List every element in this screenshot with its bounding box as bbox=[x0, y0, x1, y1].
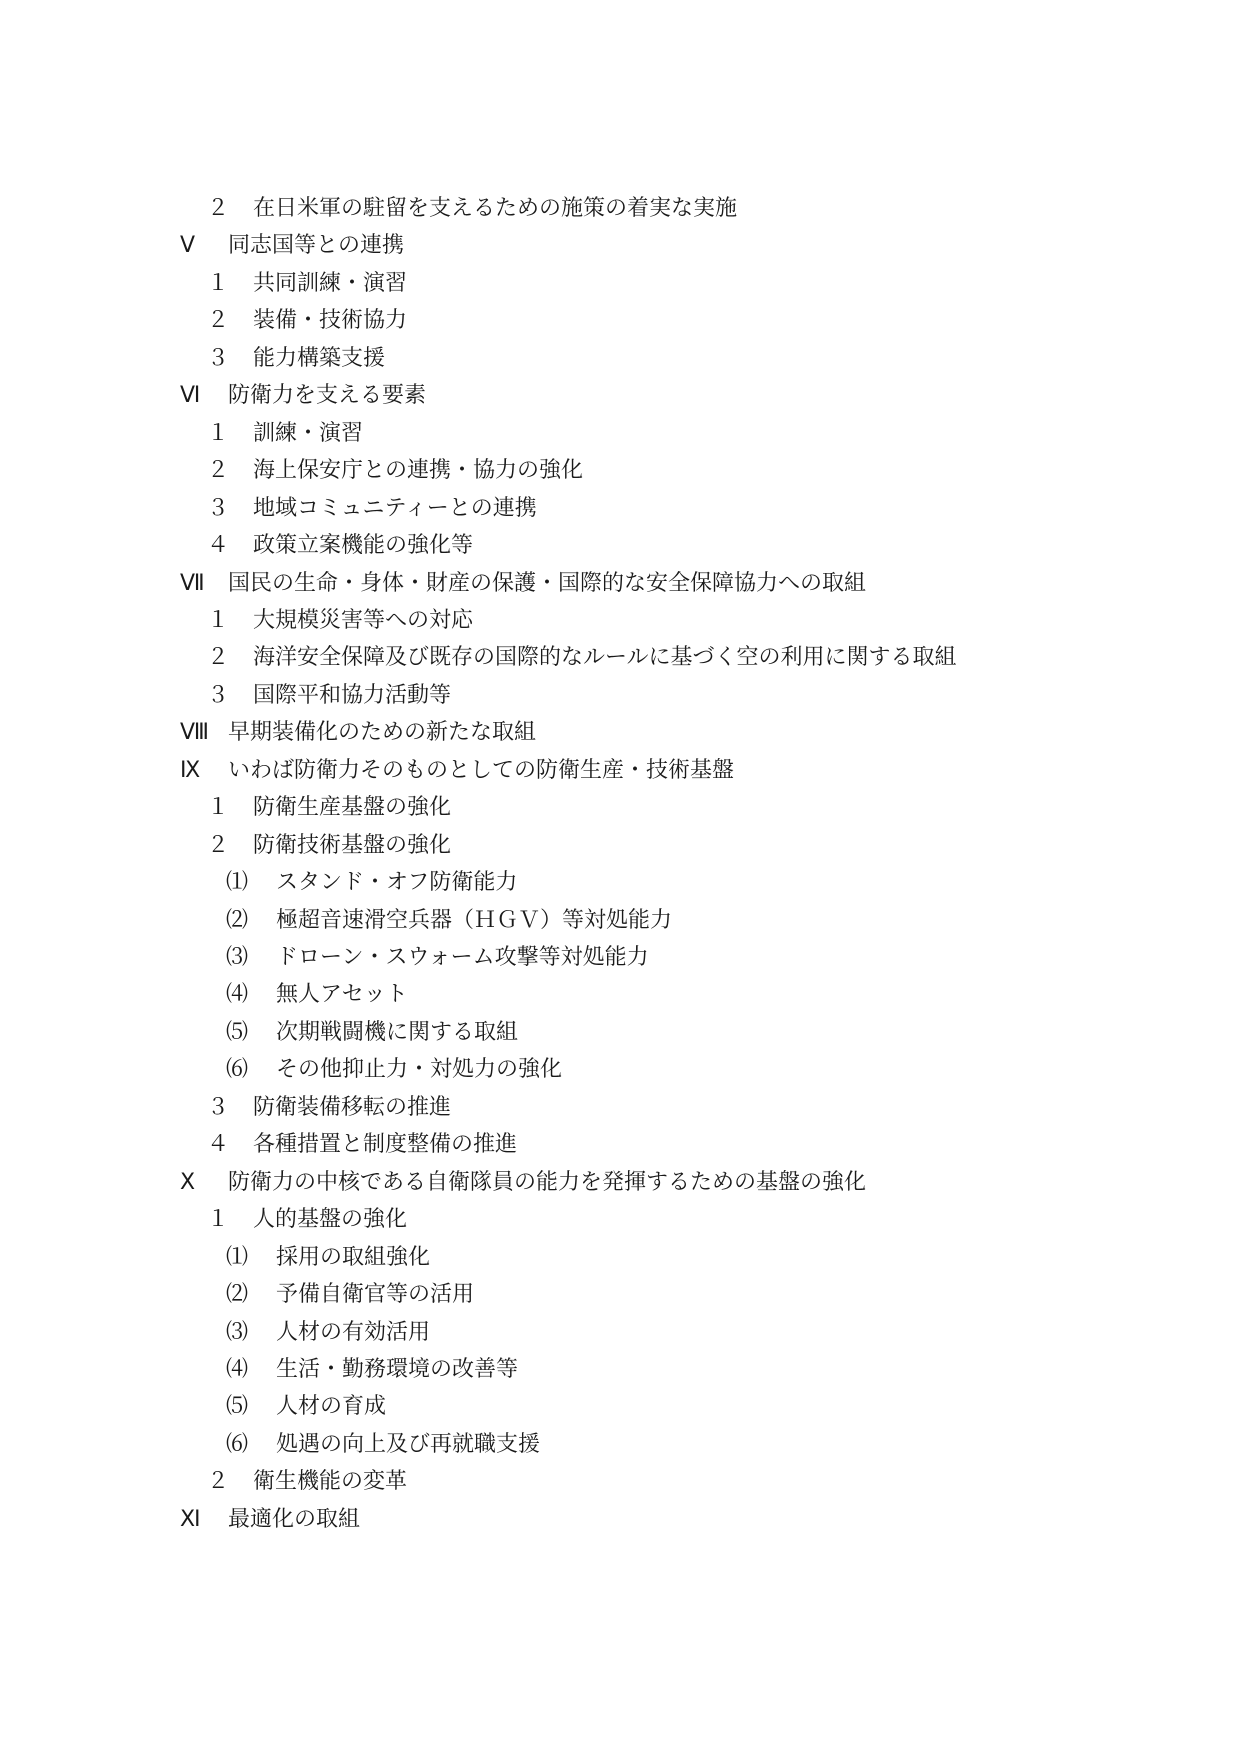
sub-subsection-item bbox=[226, 906, 672, 936]
item-number: ４ bbox=[207, 1132, 230, 1158]
item-number: ⑶ bbox=[226, 1319, 249, 1345]
section-heading bbox=[180, 1168, 866, 1198]
item-text: 生活・勤務環境の改善等 bbox=[276, 1356, 519, 1382]
item-text: 人材の育成 bbox=[276, 1394, 387, 1420]
item-number: ３ bbox=[207, 495, 230, 521]
subsection-item bbox=[207, 494, 537, 524]
item-number: ⑷ bbox=[226, 982, 249, 1008]
sub-subsection-item bbox=[226, 868, 517, 898]
item-text: 政策立案機能の強化等 bbox=[253, 533, 474, 559]
item-number: ３ bbox=[207, 345, 230, 371]
item-number: ⑹ bbox=[226, 1057, 249, 1083]
item-number: ⑸ bbox=[226, 1394, 249, 1420]
item-text: 極超音速滑空兵器（ＨＧＶ）等対処能力 bbox=[276, 907, 673, 933]
item-text: 防衛力を支える要素 bbox=[228, 383, 427, 409]
item-text: 国際平和協力活動等 bbox=[253, 682, 452, 708]
subsection-item bbox=[207, 419, 363, 449]
item-number: １ bbox=[207, 1207, 230, 1233]
item-number: １ bbox=[207, 795, 230, 821]
item-number: Ⅹ bbox=[180, 1169, 196, 1195]
item-number: ２ bbox=[207, 308, 230, 334]
item-text: 能力構築支援 bbox=[253, 345, 386, 371]
subsection-item bbox=[207, 1130, 517, 1160]
item-text: 次期戦闘機に関する取組 bbox=[276, 1019, 519, 1045]
item-number: ⑵ bbox=[226, 907, 249, 933]
item-number: ２ bbox=[207, 645, 230, 671]
item-number: １ bbox=[207, 607, 230, 633]
subsection-item bbox=[207, 344, 385, 374]
subsection-item bbox=[207, 831, 451, 861]
item-number: ２ bbox=[207, 196, 230, 221]
item-text: その他抑止力・対処力の強化 bbox=[276, 1057, 563, 1083]
item-number: Ⅷ bbox=[180, 720, 209, 746]
sub-subsection-item bbox=[226, 1318, 430, 1348]
item-text: 同志国等との連携 bbox=[228, 233, 405, 259]
subsection-item bbox=[207, 681, 451, 711]
item-text: 海洋安全保障及び既存の国際的なルールに基づく空の利用に関する取組 bbox=[253, 645, 957, 671]
section-heading bbox=[180, 1505, 360, 1535]
item-text: 海上保安庁との連携・協力の強化 bbox=[253, 458, 584, 484]
sub-subsection-item bbox=[226, 1392, 386, 1422]
item-number: Ⅺ bbox=[180, 1506, 201, 1532]
subsection-item bbox=[207, 1093, 451, 1123]
item-number: Ⅵ bbox=[180, 383, 201, 409]
item-number: １ bbox=[207, 420, 230, 446]
item-number: ⑴ bbox=[226, 1244, 249, 1270]
item-text: 防衛装備移転の推進 bbox=[253, 1094, 452, 1120]
item-text: 早期装備化のための新たな取組 bbox=[228, 720, 537, 746]
section-heading bbox=[180, 756, 734, 786]
subsection-item bbox=[207, 1205, 407, 1235]
item-text: 処遇の向上及び再就職支援 bbox=[276, 1431, 541, 1457]
sub-subsection-item bbox=[226, 1243, 430, 1273]
item-text: 訓練・演習 bbox=[253, 420, 364, 446]
item-text: 人的基盤の強化 bbox=[253, 1207, 408, 1233]
item-number: ３ bbox=[207, 1094, 230, 1120]
sub-subsection-item bbox=[226, 1355, 518, 1385]
item-number: Ⅸ bbox=[180, 757, 201, 783]
sub-subsection-item bbox=[226, 1280, 474, 1310]
item-text: 防衛技術基盤の強化 bbox=[253, 832, 452, 858]
subsection-item bbox=[207, 643, 957, 673]
item-number: １ bbox=[207, 270, 230, 296]
item-number: Ⅴ bbox=[180, 233, 196, 259]
item-text: 衛生機能の変革 bbox=[253, 1469, 408, 1495]
item-text: 採用の取組強化 bbox=[276, 1244, 431, 1270]
item-text: 共同訓練・演習 bbox=[253, 270, 408, 296]
item-text: 各種措置と制度整備の推進 bbox=[253, 1132, 518, 1158]
item-text: スタンド・オフ防衛能力 bbox=[276, 870, 518, 896]
item-text: 防衛生産基盤の強化 bbox=[253, 795, 452, 821]
section-heading bbox=[180, 381, 426, 411]
sub-subsection-item bbox=[226, 943, 649, 973]
item-text: 在日米軍の駐留を支えるための施策の着実な実施 bbox=[253, 196, 738, 221]
item-text: 大規模災害等への対応 bbox=[253, 607, 474, 633]
subsection-item bbox=[207, 793, 451, 823]
section-heading bbox=[180, 718, 536, 748]
item-text: 無人アセット bbox=[276, 982, 408, 1008]
item-text: 予備自衛官等の活用 bbox=[276, 1282, 475, 1308]
subsection-item bbox=[207, 606, 473, 636]
item-text: 人材の有効活用 bbox=[276, 1319, 431, 1345]
section-heading bbox=[180, 569, 866, 599]
item-text: ドローン・スウォーム攻撃等対処能力 bbox=[276, 945, 649, 970]
item-number: ⑵ bbox=[226, 1282, 249, 1308]
item-number: Ⅶ bbox=[180, 570, 205, 596]
item-number: ２ bbox=[207, 458, 230, 484]
item-text: いわば防衛力そのものとしての防衛生産・技術基盤 bbox=[228, 757, 735, 783]
sub-subsection-item bbox=[226, 980, 408, 1010]
item-text: 最適化の取組 bbox=[228, 1506, 361, 1532]
item-number: ⑸ bbox=[226, 1019, 249, 1045]
item-number: ⑶ bbox=[226, 945, 249, 970]
sub-subsection-item bbox=[226, 1430, 540, 1460]
subsection-item bbox=[207, 456, 583, 486]
item-number: ４ bbox=[207, 533, 230, 559]
item-number: ⑹ bbox=[226, 1431, 249, 1457]
item-number: ⑷ bbox=[226, 1356, 249, 1382]
item-text: 地域コミュニティーとの連携 bbox=[253, 495, 537, 521]
subsection-item bbox=[207, 194, 737, 224]
item-text: 装備・技術協力 bbox=[253, 308, 408, 334]
subsection-item bbox=[207, 531, 473, 561]
subsection-item bbox=[207, 306, 407, 336]
section-heading bbox=[180, 231, 404, 261]
item-number: ⑴ bbox=[226, 870, 249, 896]
sub-subsection-item bbox=[226, 1055, 562, 1085]
item-number: ２ bbox=[207, 1469, 230, 1495]
item-text: 防衛力の中核である自衛隊員の能力を発揮するための基盤の強化 bbox=[228, 1169, 867, 1195]
subsection-item bbox=[207, 1467, 407, 1497]
subsection-item bbox=[207, 269, 407, 299]
item-number: ３ bbox=[207, 682, 230, 708]
item-text: 国民の生命・身体・財産の保護・国際的な安全保障協力への取組 bbox=[228, 570, 867, 596]
item-number: ２ bbox=[207, 832, 230, 858]
sub-subsection-item bbox=[226, 1018, 518, 1048]
